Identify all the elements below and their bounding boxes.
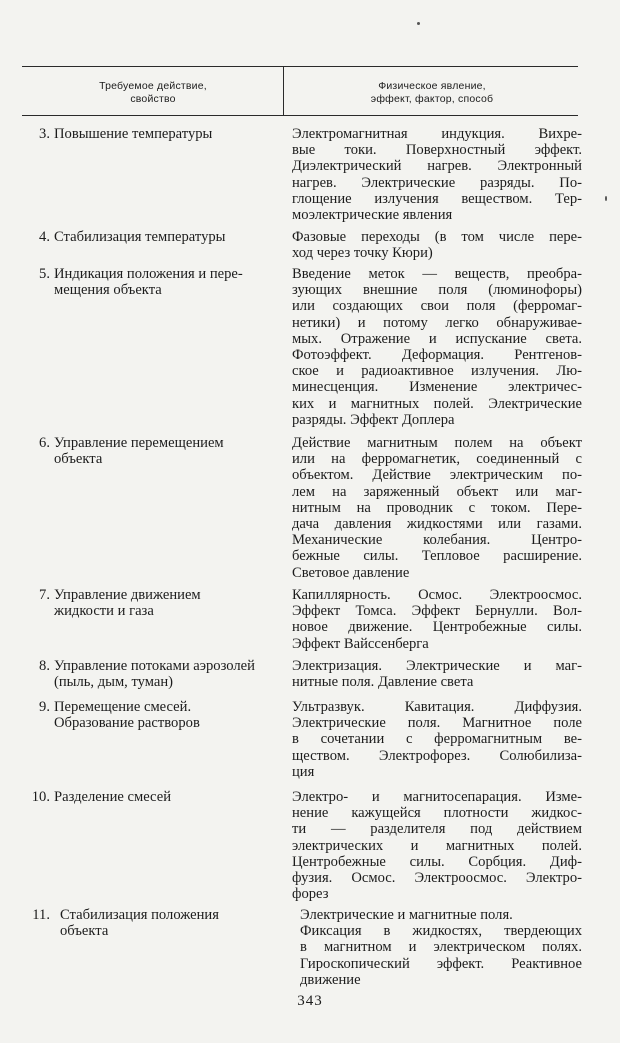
row-action — [54, 435, 290, 467]
effect-line: Центробежные силы. Сорбция. Диф- — [292, 853, 582, 870]
effect-line: моэлектрические явления — [292, 207, 453, 224]
row-effect — [292, 658, 582, 690]
effect-line: вые токи. Поверхностный эффект. — [292, 142, 582, 159]
row-number: 4. — [39, 229, 50, 245]
row-effect — [292, 435, 582, 581]
effect-line: ция — [292, 763, 315, 780]
effect-line: Капиллярность. Осмос. Электроосмос. — [292, 587, 582, 603]
effect-line: разряды. Эффект Доплера — [292, 411, 455, 428]
effect-line: минесценция. Изменение электричес- — [292, 379, 582, 396]
effect-line: Эффект Вайссенберга — [292, 635, 429, 652]
row-number: 10. — [31, 789, 50, 805]
effect-line: форез — [292, 886, 329, 903]
action-line: Стабилизация температуры — [54, 229, 226, 245]
effect-line: Электрические поля. Магнитное поле — [292, 715, 582, 732]
effect-line: электрических и магнитных полей. — [292, 837, 582, 854]
row-effect — [292, 789, 582, 902]
action-line: Перемещение смесей. — [54, 699, 192, 715]
effect-line: объектом. Действие электрическим по- — [292, 467, 582, 484]
action-line: Управление движением — [54, 587, 201, 603]
row-action — [54, 658, 290, 690]
row-action — [54, 229, 290, 245]
effect-line: нитные поля. Давление света — [292, 674, 474, 691]
effect-line: лем на заряженный объект или маг- — [292, 483, 582, 500]
effect-line: бежные силы. Тепловое расширение. — [292, 548, 582, 565]
effect-line: Механические колебания. Центро- — [292, 532, 582, 549]
header-right-line: Физическое явление, — [378, 80, 486, 92]
header-left-line: свойство — [130, 93, 176, 105]
row-action — [60, 907, 296, 939]
row-number: 11. — [32, 907, 50, 923]
effect-line: нетики) и потому легко обнаруживае- — [292, 314, 582, 331]
effect-line: ское и радиоактивное излучения. Лю- — [292, 363, 582, 380]
row-action — [54, 587, 290, 619]
effect-line: новое движение. Центробежные силы. — [292, 619, 582, 636]
effect-line: мых. Отражение и испускание света. — [292, 330, 582, 347]
row-effect — [292, 587, 582, 652]
effect-line: нитным на проводник с током. Пере- — [292, 499, 582, 516]
effect-line: Фиксация в жидкостях, твердеющих — [300, 923, 582, 940]
effect-line: дача давления жидкостями или газами. — [292, 516, 582, 533]
effect-line: Фотоэффект. Деформация. Рентгенов- — [292, 347, 582, 364]
action-line: Повышение температуры — [54, 126, 213, 142]
effect-line: или на ферромагнетик, соединенный с — [292, 451, 582, 468]
action-line: (пыль, дым, туман) — [54, 674, 174, 691]
action-line: Индикация положения и пере- — [54, 266, 243, 282]
action-line: Разделение смесей — [54, 789, 171, 805]
effect-line: ких и магнитных полей. Электрические — [292, 395, 582, 412]
effect-line: нагрев. Электрические разряды. По- — [292, 174, 582, 191]
effect-line: в магнитном и электрическом полях. — [300, 939, 582, 956]
row-number: 7. — [39, 587, 50, 603]
effect-line: движение — [300, 971, 361, 988]
effect-line: или создающих свои поля (ферромаг- — [292, 298, 582, 315]
action-line: мещения объекта — [54, 282, 162, 299]
row-action — [54, 266, 290, 298]
effect-line: Диэлектрический нагрев. Электронный — [292, 158, 582, 175]
effect-line: ществом. Электрофорез. Солюбилиза- — [292, 747, 582, 764]
header-left-column — [30, 80, 276, 106]
header-right-column — [292, 80, 572, 106]
row-effect — [292, 266, 582, 428]
effect-line: глощение излучения веществом. Тер- — [292, 190, 582, 207]
row-effect — [300, 907, 582, 988]
row-action — [54, 789, 290, 805]
table-top-rule — [22, 66, 578, 67]
effect-line: Электризация. Электрические и маг- — [292, 658, 582, 674]
action-line: жидкости и газа — [54, 603, 154, 620]
row-number: 5. — [39, 266, 50, 282]
row-action — [54, 699, 290, 731]
effect-line: в сочетании с ферромагнитным ве- — [292, 731, 582, 748]
row-effect — [292, 229, 582, 261]
effect-line: Световое давление — [292, 564, 410, 581]
header-left-line: Требуемое действие, — [99, 80, 207, 92]
effect-line: Гироскопический эффект. Реактивное — [300, 955, 582, 972]
effect-line: зующих внешние поля (люминофоры) — [292, 282, 582, 299]
action-line: объекта — [54, 451, 103, 468]
header-bottom-rule — [22, 115, 578, 116]
effect-line: Электромагнитная индукция. Вихре- — [292, 126, 582, 142]
page-number: 343 — [297, 993, 323, 1009]
effect-line: ход через точку Кюри) — [292, 245, 433, 262]
print-speck — [605, 196, 607, 201]
header-column-divider — [283, 67, 284, 115]
effect-line: нение кажущейся плотности жидкос- — [292, 805, 582, 822]
row-number: 6. — [39, 435, 50, 451]
action-line: Управление потоками аэрозолей — [54, 658, 255, 674]
effect-line: Действие магнитным полем на объект — [292, 435, 582, 451]
print-speck — [417, 22, 420, 25]
effect-line: Ультразвук. Кавитация. Диффузия. — [292, 699, 582, 715]
row-action — [54, 126, 290, 142]
row-number: 8. — [39, 658, 50, 674]
header-right-line: эффект, фактор, способ — [370, 93, 494, 105]
action-line: Стабилизация положения — [60, 907, 219, 923]
row-number: 3. — [39, 126, 50, 142]
effect-line: Фазовые переходы (в том числе пере- — [292, 229, 582, 245]
effect-line: Электро- и магнитосепарация. Изме- — [292, 789, 582, 805]
row-effect — [292, 126, 582, 223]
effect-line: Введение меток — веществ, преобра- — [292, 266, 582, 282]
row-number: 9. — [39, 699, 50, 715]
effect-line: Электрические и магнитные поля. — [300, 907, 513, 923]
action-line: Образование растворов — [54, 715, 200, 732]
effect-line: ти — разделителя под действием — [292, 821, 582, 838]
row-effect — [292, 699, 582, 780]
action-line: Управление перемещением — [54, 435, 224, 451]
effect-line: фузия. Осмос. Электроосмос. Электро- — [292, 870, 582, 887]
effect-line: Эффект Томса. Эффект Бернулли. Вол- — [292, 603, 582, 620]
action-line: объекта — [60, 923, 109, 940]
